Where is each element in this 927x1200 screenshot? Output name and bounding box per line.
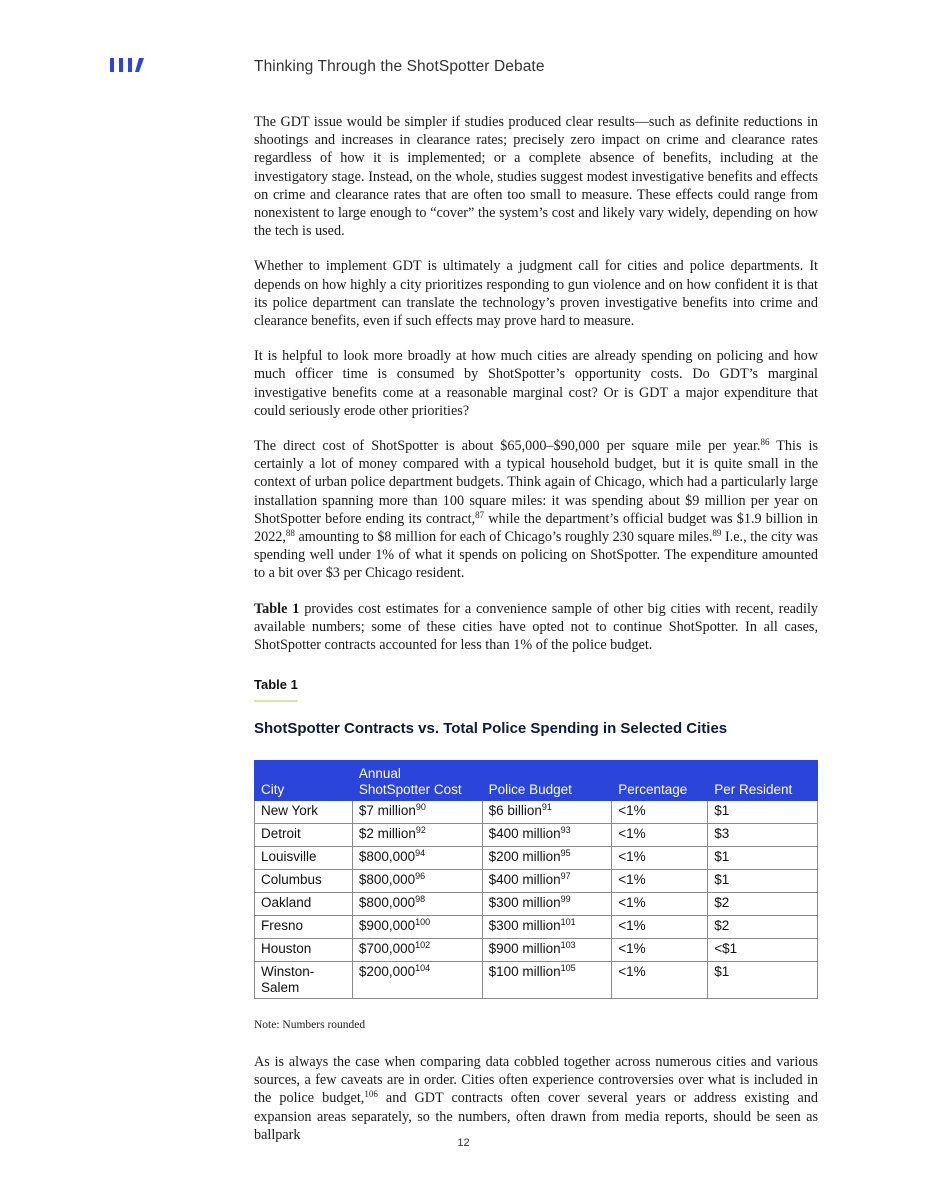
cell-percentage: <1%	[612, 915, 708, 938]
cell-budget: $400 million$^{93}$	[482, 823, 612, 846]
cell-per-resident: $2	[708, 892, 818, 915]
cost-table	[254, 760, 818, 999]
footnote-ref[interactable]: 98	[415, 893, 426, 904]
footnote-ref[interactable]: 91	[541, 801, 552, 812]
footnote-ref[interactable]: 104	[415, 962, 431, 973]
footnote-ref[interactable]: 94	[415, 847, 426, 858]
cell-percentage: <1%	[612, 823, 708, 846]
cell-percentage: <1%	[612, 938, 708, 961]
cell-per-resident: $3	[708, 823, 818, 846]
cell-city: Louisville	[255, 846, 353, 869]
table-row	[255, 846, 818, 869]
cell-city: Winston-Salem	[255, 961, 353, 998]
footnote-ref[interactable]: 106	[364, 1089, 378, 1100]
paragraph-4: The direct cost of ShotSpotter is about $65,000–$90,000 per square mile per year.$^{86}$ This is certainly a lot of money compared with a typical household budget, but it is quite small in the context of urban police department budgets. Think again of Chicago, which had a particularly large installation spanning more than 100 square miles: it was spending about $9 million per year on ShotSpotter before ending its contract,$^{87}$ while the department’s official budget was $1.9 billion in 2022,88 amounting to $8 million for each of Chicago’s roughly 230 square miles.$^{89}$ I.e., the city was spending well under 1% of what it spends on policing on ShotSpotter. The expenditure amounted to a bit over $3 per Chicago resident.	[254, 437, 818, 582]
cell-per-resident: $1	[708, 800, 818, 823]
paragraph-2: Whether to implement GDT is ultimately a judgment call for cities and police departments. It depends on how highly a city prioritizes responding to gun violence and on how confident it is that its police department can translate the technology’s proven investigative benefits into crime and clearance benefits, even if such effects may prove hard to measure.	[254, 258, 818, 330]
cell-city: Houston	[255, 938, 353, 961]
header-percentage: Percentage	[612, 760, 708, 800]
table-row	[255, 823, 818, 846]
cell-cost: $800,000$^{98}$	[352, 892, 482, 915]
footnote-ref[interactable]: 90	[415, 801, 426, 812]
table-note: Note: Numbers rounded	[254, 1018, 366, 1031]
table-title: ShotSpotter Contracts vs. Total Police Spending in Selected Cities	[254, 720, 728, 738]
cell-city: Columbus	[255, 869, 353, 892]
table-label: Table 1	[254, 676, 298, 702]
cell-budget: $200 million$^{95}$	[482, 846, 612, 869]
institute-logo	[108, 56, 148, 79]
table-row	[255, 800, 818, 823]
footnote-ref[interactable]: 92	[415, 824, 426, 835]
table-reference: Table 1	[254, 600, 300, 617]
footnote-ref[interactable]: 97	[560, 870, 571, 881]
closing-paragraph: As is always the case when comparing data cobbled together across numerous cities and various sources, a few caveats are in order. Cities often experience controversies over what is included in the police budget,$^{106}$ and GDT contracts often cover several years or address existing and expansion areas separately, so the numbers, often drawn from media reports, should be seen as ballpark	[254, 1053, 818, 1143]
cell-cost: $800,000$^{96}$	[352, 869, 482, 892]
footnote-ref[interactable]: 88	[285, 528, 295, 539]
cell-city: Fresno	[255, 915, 353, 938]
cell-percentage: <1%	[612, 961, 708, 998]
running-header-title: Thinking Through the ShotSpotter Debate	[254, 58, 545, 75]
page-number: 12	[457, 1137, 470, 1149]
paragraph-5: Table 1 provides cost estimates for a convenience sample of other big cities with recent, readily available numbers; some of these cities have opted not to continue ShotSpotter. In all cases, ShotSpotter contracts accounted for less than 1% of the police budget.	[254, 600, 818, 654]
footnote-ref[interactable]: 96	[415, 870, 426, 881]
cell-budget: $100 million$^{105}$	[482, 961, 612, 998]
footnote-ref[interactable]: 93	[560, 824, 571, 835]
cell-per-resident: $2	[708, 915, 818, 938]
table-row	[255, 869, 818, 892]
table-header-row	[255, 760, 818, 800]
cell-city: Oakland	[255, 892, 353, 915]
footnote-ref[interactable]: 100	[415, 916, 431, 927]
footnote-ref[interactable]: 105	[560, 962, 576, 973]
footnote-ref[interactable]: 99	[560, 893, 571, 904]
cell-cost: $7 million$^{90}$	[352, 800, 482, 823]
header-city: City	[255, 760, 353, 800]
header-per-resident: Per Resident	[708, 760, 818, 800]
cell-percentage: <1%	[612, 846, 708, 869]
footnote-ref[interactable]: 95	[560, 847, 571, 858]
cell-cost: $800,000$^{94}$	[352, 846, 482, 869]
cell-percentage: <1%	[612, 892, 708, 915]
cell-cost: $2 million$^{92}$	[352, 823, 482, 846]
cell-percentage: <1%	[612, 869, 708, 892]
table-row	[255, 915, 818, 938]
cell-city: Detroit	[255, 823, 353, 846]
table-row	[255, 892, 818, 915]
paragraph-3: It is helpful to look more broadly at how much cities are already spending on policing and how much officer time is consumed by ShotSpotter’s opportunity costs. Do GDT’s marginal investigative benefits come at a reasonable marginal cost? Or is GDT a major expenditure that could seriously erode other priorities?	[254, 348, 818, 419]
footnote-ref[interactable]: 101	[560, 916, 576, 927]
table-row	[255, 938, 818, 961]
cell-budget: $300 million$^{99}$	[482, 892, 612, 915]
cell-per-resident: $1	[708, 846, 818, 869]
cell-budget: $400 million$^{97}$	[482, 869, 612, 892]
footnote-ref[interactable]: 103	[560, 939, 576, 950]
header-annual-cost: Annual ShotSpotter Cost	[352, 760, 482, 800]
cell-budget: $6 billion$^{91}$	[482, 800, 612, 823]
cell-per-resident: $1	[708, 961, 818, 998]
article-body	[254, 113, 818, 1161]
footnote-ref[interactable]: 102	[415, 939, 431, 950]
cell-cost: $900,000$^{100}$	[352, 915, 482, 938]
cell-cost: $200,000$^{104}$	[352, 961, 482, 998]
cell-cost: $700,000$^{102}$	[352, 938, 482, 961]
cell-city: New York	[255, 800, 353, 823]
cell-budget: $900 million$^{103}$	[482, 938, 612, 961]
header-police-budget: Police Budget	[482, 760, 612, 800]
footnote-ref[interactable]: 86	[760, 437, 770, 448]
paragraph-1: The GDT issue would be simpler if studies produced clear results—such as definite reductions in shootings and increases in clearance rates; precisely zero impact on crime and clearance rates regardless of how it is implemented; or a complete absence of benefits, including at the investigatory stage. Instead, on the whole, studies suggest modest investigative benefits and effects on crime and clearance rates that are often too small to measure. These effects could range from nonexistent to large enough to “cover” the system’s cost and likely vary widely, depending on how the tech is used.	[254, 114, 818, 240]
footnote-ref[interactable]: 87	[475, 509, 485, 520]
cell-per-resident: $1	[708, 869, 818, 892]
cell-percentage: <1%	[612, 800, 708, 823]
cell-per-resident: <$1	[708, 938, 818, 961]
cell-budget: $300 million$^{101}$	[482, 915, 612, 938]
table-row	[255, 961, 818, 998]
footnote-ref[interactable]: 89	[712, 528, 722, 539]
